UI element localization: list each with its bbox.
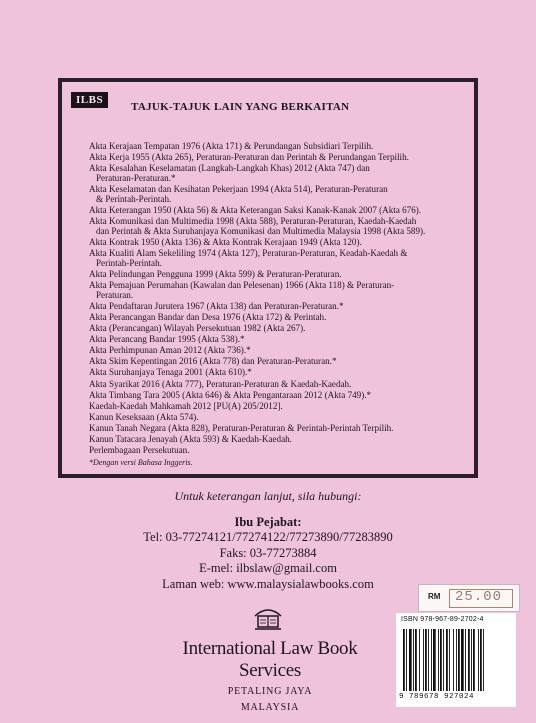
fax-line: Faks: 03-77273884	[219, 545, 317, 560]
title-item	[89, 185, 466, 205]
title-item	[89, 153, 466, 163]
head-office-label: Ibu Pejabat:	[234, 514, 302, 529]
contact-intro: Untuk keterangan lanjut, sila hubungi:	[174, 489, 362, 503]
title-item	[89, 435, 466, 445]
telephone-line: Tel: 03-77274121/77274122/77273890/77283890	[143, 530, 393, 544]
publisher-city: PETALING JAYA	[227, 686, 313, 697]
website-line: Laman web: www.malaysialawbooks.com	[162, 576, 374, 591]
title-item	[89, 402, 466, 412]
publisher-name: International Law Book Services	[182, 638, 358, 681]
title-item-main: Kaedah-Kaedah Mahkamah 2012 [PU(A) 205/2012].	[89, 400, 283, 411]
title-item-main: Akta Pemajuan Perumahan (Kawalan dan Pelesenan) 1966 (Akta 118) & Peraturan-	[89, 280, 395, 291]
title-item-main: Akta Suruhanjaya Tenaga 2001 (Akta 610).*	[89, 367, 252, 378]
title-item-continuation: dan Perintah & Akta Suruhanjaya Komunikasi dan Multimedia Malaysia 1998 (Akta 589).	[96, 225, 426, 236]
isbn-barcode	[396, 613, 516, 707]
title-item	[89, 206, 466, 216]
title-item	[89, 424, 466, 434]
title-item-main: Akta Kualiti Alam Sekeliling 1974 (Akta 127), Peraturan-Peraturan, Keadah-Kaedah &	[89, 248, 408, 259]
title-item	[89, 346, 466, 356]
title-item	[89, 302, 466, 312]
price-sticker	[418, 584, 520, 612]
title-item-main: Akta Keselamatan dan Kesihatan Pekerjaan 1994 (Akta 514), Peraturan-Peraturan	[89, 184, 388, 195]
title-item-main: Akta (Perancangan) Wilayah Persekutuan 1982 (Akta 267).	[89, 323, 306, 334]
ilbs-badge: ILBS	[71, 92, 108, 108]
title-item-main: Akta Syarikat 2016 (Akta 777), Peraturan-Peraturan & Kaedah-Kaedah.	[89, 378, 352, 389]
price-amount: 25.00	[455, 589, 503, 605]
title-item-main: Akta Keterangan 1950 (Akta 56) & Akta Keterangan Saksi Kanak-Kanak 2007 (Akta 676).	[89, 204, 422, 215]
title-item-main: Kanun Tanah Negara (Akta 828), Peraturan-Peraturan & Perintah-Perintah Terpilih.	[89, 422, 394, 433]
title-item-main: Akta Perhimpunan Aman 2012 (Akta 736).*	[89, 345, 251, 356]
ilbs-logo-icon	[251, 602, 285, 637]
title-item	[89, 249, 466, 269]
title-item-main: Kanun Keseksaan (Akta 574).	[89, 411, 199, 422]
title-item	[89, 368, 466, 378]
related-titles-heading: TAJUK-TAJUK LAIN YANG BERKAITAN	[131, 101, 350, 113]
english-version-note: *Dengan versi Bahasa Inggeris.	[89, 457, 193, 467]
title-item-main: Akta Komunikasi dan Multimedia 1998 (Akta 588), Peraturan-Peraturan, Kaedah-Kaedah	[89, 216, 417, 227]
title-item	[89, 446, 466, 456]
title-item-main: Akta Perancangan Bandar dan Desa 1976 (Akta 172) & Perintah.	[89, 312, 327, 323]
title-item	[89, 270, 466, 280]
title-item-main: Akta Kesalahan Keselamatan (Langkah-Langkah Khas) 2012 (Akta 747) dan	[89, 163, 370, 174]
title-item	[89, 335, 466, 345]
title-item	[89, 142, 466, 152]
title-item	[89, 313, 466, 323]
title-item-main: Akta Kerja 1955 (Akta 265), Peraturan-Peraturan dan Perintah & Perundangan Terpilih.	[89, 152, 409, 163]
barcode-digits: 9 789678 927024	[399, 693, 475, 701]
title-item	[89, 238, 466, 248]
email-line: E-mel: ilbslaw@gmail.com	[199, 561, 337, 575]
title-item-main: Akta Pelindungan Pengguna 1999 (Akta 599) & Peraturan-Peraturan.	[89, 268, 342, 279]
title-item-continuation: Peraturan-Peraturan.*	[96, 172, 176, 183]
title-item	[89, 391, 466, 401]
title-item-main: Akta Skim Kepentingan 2016 (Akta 778) dan Peraturan-Peraturan.*	[89, 356, 337, 367]
title-item	[89, 164, 466, 184]
publisher-country: MALAYSIA	[240, 702, 300, 713]
price-currency: RM	[428, 592, 441, 601]
title-item-main: Akta Pendaftaran Jurutera 1967 (Akta 138) dan Peraturan-Peraturan.*	[89, 300, 344, 311]
title-item-continuation: Perintah-Perintah.	[96, 257, 162, 268]
title-item-main: Akta Kerajaan Tempatan 1976 (Akta 171) & Perundangan Subsidiari Terpilih.	[89, 141, 374, 151]
title-item	[89, 281, 466, 301]
title-item	[89, 413, 466, 423]
title-item	[89, 324, 466, 334]
publisher-block	[155, 638, 385, 714]
title-item-main: Akta Perancang Bandar 1995 (Akta 538).*	[89, 334, 245, 345]
isbn-number: ISBN 978-967-89-2702-4	[401, 616, 484, 623]
barcode-bars-icon	[402, 629, 510, 691]
titles-frame	[58, 78, 478, 478]
title-item-main: Kanun Tatacara Jenayah (Akta 593) & Kaedah-Kaedah.	[89, 434, 292, 445]
contact-block	[0, 489, 536, 592]
title-item	[89, 380, 466, 390]
related-titles-list	[89, 142, 466, 468]
title-item-continuation: & Perintah-Perintah.	[96, 193, 172, 204]
title-item-main: Akta Timbang Tara 2005 (Akta 646) & Akta Pengantaraan 2012 (Akta 749).*	[89, 389, 372, 400]
title-item-continuation: Peraturan.	[96, 289, 134, 300]
title-item-main: Akta Kontrak 1950 (Akta 136) & Akta Kontrak Kerajaan 1949 (Akta 120).	[89, 236, 362, 247]
title-item-main: Perlembagaan Persekutuan.	[89, 445, 190, 456]
title-item	[89, 217, 466, 237]
title-item	[89, 357, 466, 367]
